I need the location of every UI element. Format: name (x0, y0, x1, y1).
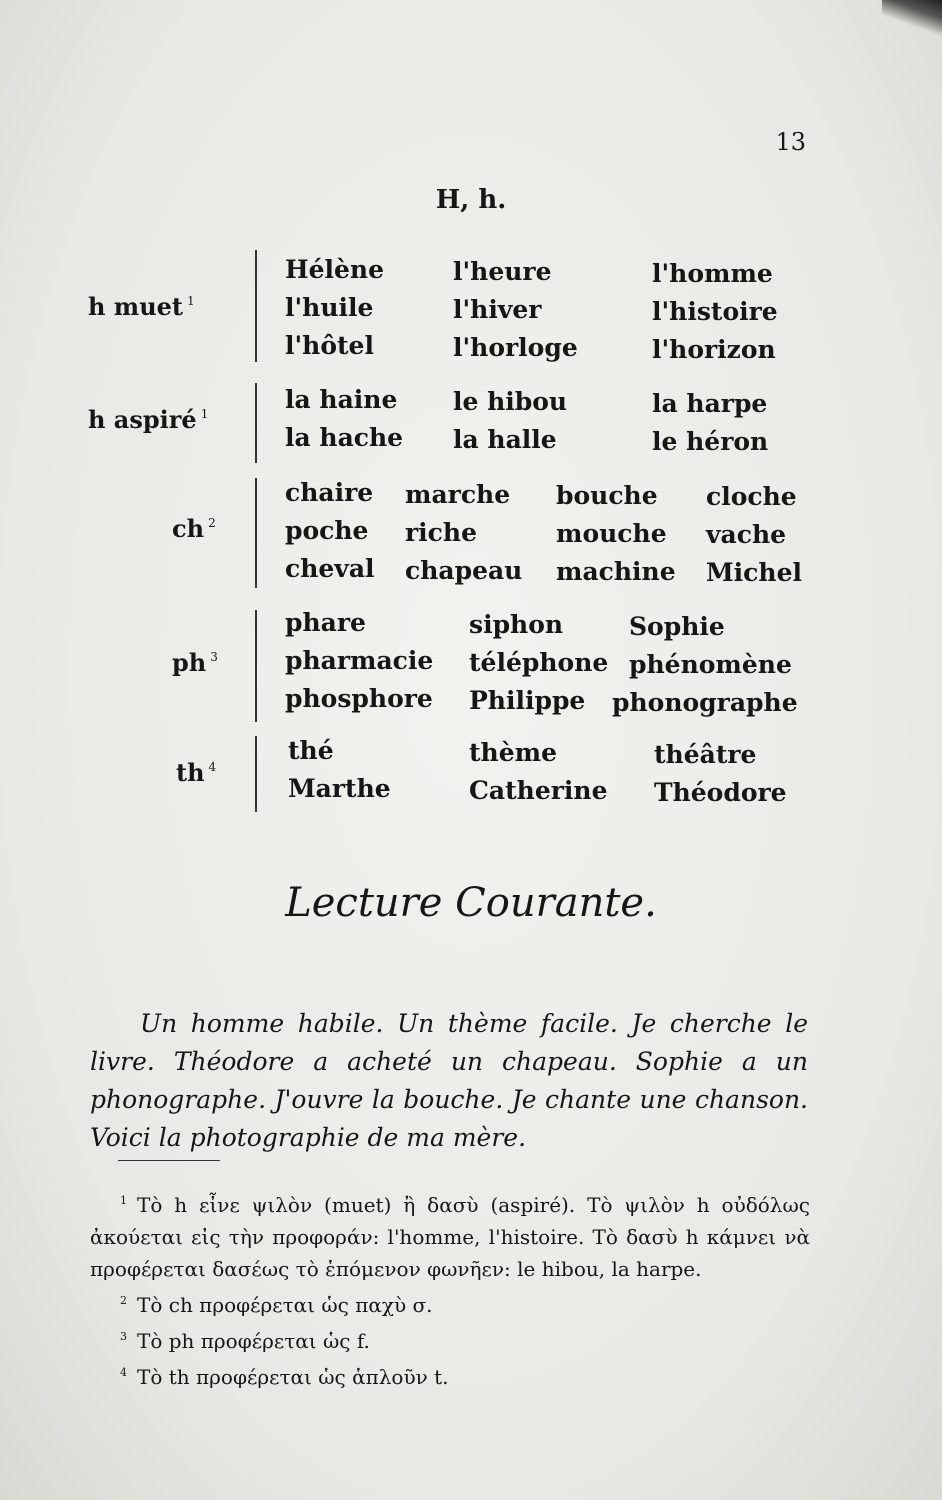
word: machine (556, 557, 676, 586)
footnote-text: Τὸ ch προφέρεται ὡς παχὺ σ. (137, 1293, 433, 1317)
group-label: ph $^3$ (172, 648, 218, 677)
word: Michel (706, 558, 802, 587)
word: vache (706, 520, 787, 549)
word: mouche (556, 519, 667, 548)
group-label: th $^4$ (176, 758, 217, 787)
word: phosphore (285, 684, 433, 713)
word: l'horizon (652, 335, 776, 364)
word: le héron (652, 427, 769, 456)
word: chapeau (405, 556, 523, 585)
word: la hache (285, 423, 404, 452)
word: thé (288, 736, 334, 765)
word: pharmacie (285, 646, 434, 675)
word: l'heure (453, 257, 552, 286)
word: cheval (285, 554, 375, 583)
word: le hibou (453, 387, 568, 416)
divider-line (255, 736, 257, 812)
word: la harpe (652, 389, 768, 418)
word: phonographe (612, 688, 798, 717)
page-corner (882, 0, 942, 40)
word: phénomène (629, 650, 792, 679)
word: Philippe (469, 686, 586, 715)
divider-line (255, 250, 257, 362)
footnote-text: Τὸ th προφέρεται ὡς ἁπλοῦν t. (137, 1365, 449, 1389)
word: marche (405, 480, 511, 509)
divider-line (255, 383, 257, 463)
word: Sophie (629, 612, 725, 641)
footnote-2 (90, 1285, 810, 1321)
word: poche (285, 516, 369, 545)
divider-line (255, 478, 257, 588)
word: l'horloge (453, 333, 578, 362)
group-label: h aspiré $^1$ (88, 405, 209, 434)
footnotes (90, 1185, 810, 1393)
word: thème (469, 738, 557, 767)
footnote-mark: 2 (120, 1294, 127, 1307)
word: l'huile (285, 293, 374, 322)
footnote-4 (90, 1357, 810, 1393)
word: l'homme (652, 259, 773, 288)
word: l'hôtel (285, 331, 374, 360)
word: l'histoire (652, 297, 778, 326)
word: la halle (453, 425, 557, 454)
word: riche (405, 518, 477, 547)
word: bouche (556, 481, 658, 510)
reading-paragraph: Un homme habile. Un thème facile. Je cherche le livre. Théodore a acheté un chapeau. Sophie a un phonographe. J'ouvre la bouche. Je chante une chanson. Voici la photographie de ma mère. (90, 1009, 808, 1152)
footnote-text: Τὸ ph προφέρεται ὡς f. (137, 1329, 370, 1353)
word: téléphone (469, 648, 609, 677)
group-label: ch $^2$ (172, 514, 216, 543)
page-number: 13 (775, 128, 806, 156)
reading-title: Lecture Courante. (285, 880, 657, 926)
word: phare (285, 608, 366, 637)
footnote-3 (90, 1321, 810, 1357)
word: Marthe (288, 774, 391, 803)
footnote-mark: 1 (120, 1194, 127, 1207)
footnote-mark: 4 (120, 1366, 127, 1379)
section-title: H, h. (435, 185, 507, 215)
group-label: h muet $^1$ (88, 292, 195, 321)
footnote-text: Τὸ h εἶνε ψιλὸν (muet) ἢ δασὺ (aspiré). Τὸ ψιλὸν h οὐδόλως ἀκούεται εἰς τὴν προφοράν: l'homme, l'histoire. Τὸ δασὺ h κάμνει νὰ προφέρεται δασέως τὸ ἑπόμενον φωνῆεν: le hibou, la harpe. (90, 1193, 810, 1281)
word: l'hiver (453, 295, 542, 324)
word: théâtre (654, 740, 757, 769)
divider-line (255, 610, 257, 722)
word: Hélène (285, 255, 385, 284)
word: cloche (706, 482, 797, 511)
word: Catherine (469, 776, 608, 805)
word: Théodore (654, 778, 787, 807)
word: siphon (469, 610, 564, 639)
footnote-rule (118, 1160, 220, 1161)
word: la haine (285, 385, 398, 414)
footnote-1 (90, 1185, 810, 1285)
word: chaire (285, 478, 374, 507)
footnote-mark: 3 (120, 1330, 127, 1343)
